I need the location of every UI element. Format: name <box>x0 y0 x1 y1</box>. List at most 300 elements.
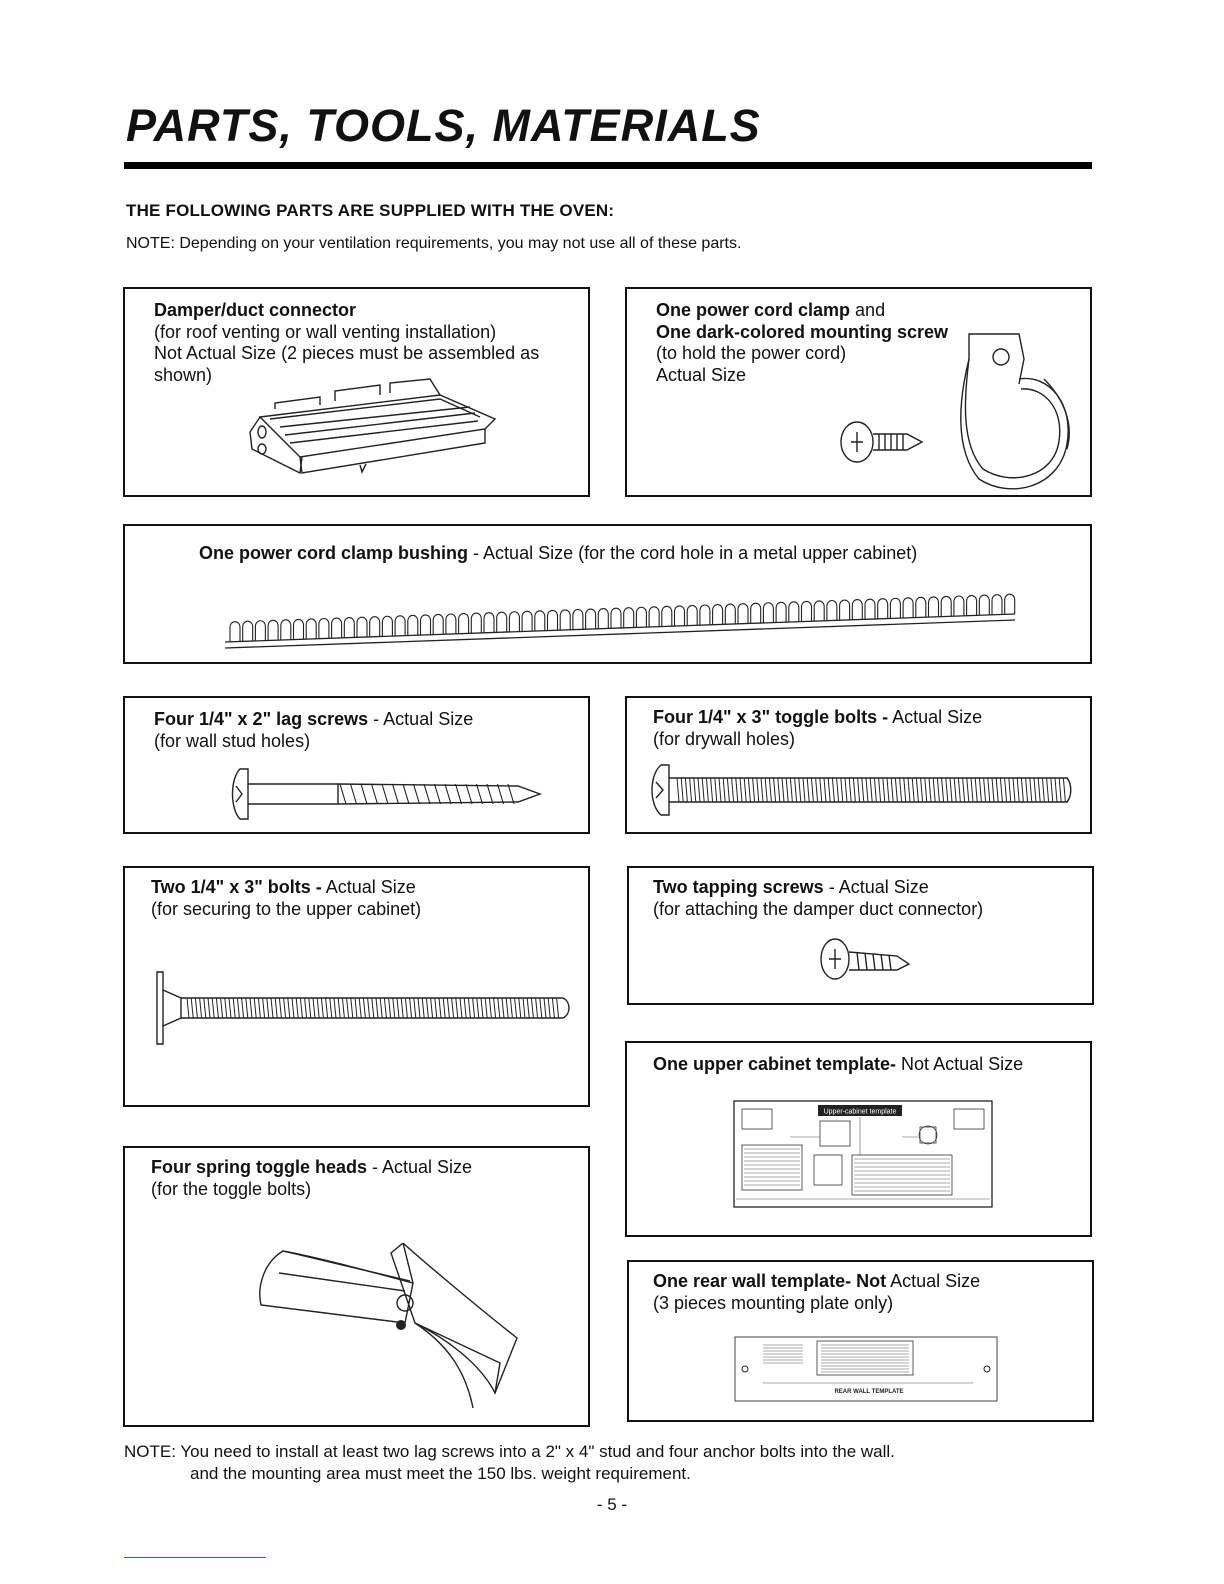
illustration-stroke <box>397 998 399 1018</box>
illustration-stroke <box>685 778 687 802</box>
illustration-stroke <box>195 998 197 1018</box>
illustration-stroke <box>510 998 512 1018</box>
part-desc: Actual Size <box>886 1271 981 1291</box>
illustration-stroke <box>540 998 542 1018</box>
illustration-stroke <box>494 998 496 1018</box>
illustration-stroke <box>384 998 386 1018</box>
illustration-stroke <box>870 778 872 802</box>
part-name: Two tapping screws <box>653 877 824 897</box>
part-connector: and <box>850 300 886 320</box>
illustration-stroke <box>447 998 449 1018</box>
illustration-stroke <box>344 618 354 638</box>
illustration-stroke <box>230 622 240 642</box>
illustration-stroke <box>891 778 893 802</box>
illustration-stroke <box>477 998 479 1018</box>
part-desc: (for roof venting or wall venting installation) <box>154 321 497 342</box>
illustration-stroke <box>422 998 424 1018</box>
part-desc: (3 pieces mounting plate only) <box>653 1292 894 1313</box>
part-box-bushing <box>123 524 1092 664</box>
illustration-stroke <box>738 604 748 624</box>
illustration-stroke <box>275 998 277 1018</box>
illustration-stroke <box>292 998 294 1018</box>
illustration-stroke <box>1009 778 1011 802</box>
illustration-stroke <box>200 998 202 1018</box>
illustration-stroke <box>459 614 469 634</box>
illustration-stroke <box>408 615 418 635</box>
illustration-stroke <box>376 998 378 1018</box>
part-name: Four 1/4" x 2" lag screws <box>154 709 369 729</box>
illustration-stroke <box>414 784 420 804</box>
illustration-stroke <box>357 617 367 637</box>
illustration-stroke <box>258 998 260 1018</box>
illustration-stroke <box>531 998 533 1018</box>
footer-line <box>124 1557 266 1558</box>
illustration-stroke <box>954 778 956 802</box>
illustration-stroke <box>216 998 218 1018</box>
illustration-stroke <box>380 998 382 1018</box>
illustration-stroke <box>895 778 897 802</box>
illustration-stroke <box>309 998 311 1018</box>
illustration-stroke <box>484 613 494 633</box>
illustration-stroke <box>389 998 391 1018</box>
illustration-stroke <box>732 778 734 802</box>
illustration-stroke <box>984 778 986 802</box>
illustration-stroke <box>405 998 407 1018</box>
toggle-bolt-illustration <box>647 760 1077 820</box>
illustration-stroke <box>598 609 608 629</box>
illustration-stroke <box>975 778 977 802</box>
illustration-stroke <box>497 612 507 632</box>
illustration-stroke <box>933 778 935 802</box>
illustration-stroke <box>971 778 973 802</box>
illustration-stroke <box>527 998 529 1018</box>
mounting-screw-illustration <box>837 417 927 467</box>
lag-screw-illustration <box>228 764 548 824</box>
illustration-stroke <box>313 998 315 1018</box>
illustration-stroke <box>1030 778 1032 802</box>
part-box-rear-template <box>627 1260 1094 1422</box>
illustration-stroke <box>1059 778 1061 802</box>
illustration-stroke <box>473 998 475 1018</box>
illustration-stroke <box>468 998 470 1018</box>
illustration-stroke <box>418 998 420 1018</box>
illustration-stroke <box>544 998 546 1018</box>
part-desc: (for securing to the upper cabinet) <box>151 898 422 919</box>
illustration-stroke <box>942 778 944 802</box>
illustration-stroke <box>763 603 773 623</box>
damper-illustration <box>240 377 500 482</box>
part-name: Two 1/4" x 3" bolts - <box>151 877 322 897</box>
illustration-stroke <box>811 778 813 802</box>
illustration-stroke <box>548 610 558 630</box>
illustration-stroke <box>774 778 776 802</box>
illustration-stroke <box>284 998 286 1018</box>
illustration-stroke <box>1034 778 1036 802</box>
illustration-stroke <box>946 778 948 802</box>
illustration-stroke <box>359 998 361 1018</box>
illustration-stroke <box>1063 778 1065 802</box>
illustration-stroke <box>782 778 784 802</box>
illustration-stroke <box>967 778 969 802</box>
illustration-stroke <box>837 778 839 802</box>
illustration-stroke <box>477 784 483 804</box>
illustration-stroke <box>814 601 824 621</box>
part-name: Four 1/4" x 3" toggle bolts - <box>653 707 889 727</box>
illustration-stroke <box>471 613 481 633</box>
illustration-stroke <box>786 778 788 802</box>
illustration-stroke <box>715 778 717 802</box>
illustration-stroke <box>649 607 659 627</box>
illustration-stroke <box>802 601 812 621</box>
illustration-stroke <box>522 611 532 631</box>
illustration-stroke <box>807 778 809 802</box>
illustration-stroke <box>795 778 797 802</box>
section-subheading: THE FOLLOWING PARTS ARE SUPPLIED WITH THE OVEN: <box>126 201 615 220</box>
illustration-stroke <box>908 778 910 802</box>
illustration-stroke <box>753 778 755 802</box>
cabinet-template-label: Upper-cabinet template <box>823 1108 897 1116</box>
illustration-stroke <box>330 998 332 1018</box>
part-desc: shown) <box>154 364 213 385</box>
part-name: One power cord clamp bushing <box>199 543 469 563</box>
illustration-stroke <box>246 998 248 1018</box>
illustration-stroke <box>279 998 281 1018</box>
part-desc: Actual Size <box>888 707 983 727</box>
illustration-stroke <box>1038 778 1040 802</box>
part-name: One upper cabinet template- <box>653 1054 897 1074</box>
part-desc: (for drywall holes) <box>653 728 796 749</box>
page-title: PARTS, TOOLS, MATERIALS <box>126 100 761 151</box>
illustration-stroke <box>368 998 370 1018</box>
illustration-stroke <box>879 778 881 802</box>
illustration-stroke <box>702 778 704 802</box>
part-desc: - Actual Size <box>368 709 474 729</box>
illustration-stroke <box>414 998 416 1018</box>
illustration-stroke <box>929 597 939 617</box>
illustration-stroke <box>395 616 405 636</box>
illustration-stroke <box>443 998 445 1018</box>
illustration-stroke <box>736 778 738 802</box>
illustration-stroke <box>456 998 458 1018</box>
illustration-stroke <box>713 605 723 625</box>
illustration-stroke <box>979 778 981 802</box>
illustration-stroke <box>929 778 931 802</box>
illustration-stroke <box>988 778 990 802</box>
illustration-stroke <box>866 778 868 802</box>
illustration-stroke <box>382 616 392 636</box>
tapping-screw-illustration <box>817 934 917 989</box>
illustration-stroke <box>212 998 214 1018</box>
illustration-stroke <box>958 778 960 802</box>
illustration-stroke <box>789 602 799 622</box>
illustration-stroke <box>778 778 780 802</box>
illustration-stroke <box>481 998 483 1018</box>
illustration-stroke <box>317 998 319 1018</box>
part-desc: Not Actual Size <box>896 1054 1024 1074</box>
illustration-stroke <box>281 620 291 640</box>
illustration-stroke <box>700 605 710 625</box>
illustration-stroke <box>370 617 380 637</box>
illustration-stroke <box>433 614 443 634</box>
illustration-stroke <box>723 778 725 802</box>
illustration-stroke <box>874 778 876 802</box>
illustration-stroke <box>340 784 346 804</box>
illustration-stroke <box>560 610 570 630</box>
illustration-stroke <box>254 998 256 1018</box>
illustration-stroke <box>862 778 864 802</box>
illustration-stroke <box>502 998 504 1018</box>
illustration-stroke <box>878 599 888 619</box>
part-box-spring-heads <box>123 1146 590 1427</box>
illustration-stroke <box>535 611 545 631</box>
illustration-stroke <box>187 998 189 1018</box>
illustration-stroke <box>883 778 885 802</box>
illustration-stroke <box>410 998 412 1018</box>
illustration-stroke <box>435 784 441 804</box>
illustration-stroke <box>221 998 223 1018</box>
illustration-stroke <box>523 998 525 1018</box>
illustration-stroke <box>464 998 466 1018</box>
illustration-stroke <box>401 998 403 1018</box>
illustration-stroke <box>489 998 491 1018</box>
illustration-stroke <box>687 605 697 625</box>
rear-template-illustration <box>733 1335 999 1403</box>
illustration-stroke <box>849 778 851 802</box>
illustration-stroke <box>744 778 746 802</box>
note-top: NOTE: Depending on your ventilation requirements, you may not use all of these parts. <box>126 235 742 252</box>
illustration-stroke <box>552 998 554 1018</box>
illustration-stroke <box>751 603 761 623</box>
illustration-stroke <box>456 784 462 804</box>
illustration-stroke <box>288 998 290 1018</box>
illustration-stroke <box>263 998 265 1018</box>
illustration-stroke <box>1047 778 1049 802</box>
part-desc: Not Actual Size (2 pieces must be assembled as <box>154 343 540 363</box>
illustration-stroke <box>355 998 357 1018</box>
illustration-stroke <box>904 778 906 802</box>
bushing-illustration <box>220 582 1020 652</box>
illustration-stroke <box>950 778 952 802</box>
illustration-stroke <box>790 778 792 802</box>
illustration-stroke <box>452 998 454 1018</box>
illustration-stroke <box>519 998 521 1018</box>
illustration-stroke <box>725 604 735 624</box>
spring-toggle-illustration <box>255 1243 535 1413</box>
illustration-stroke <box>361 784 367 804</box>
illustration-stroke <box>748 778 750 802</box>
rear-template-label: REAR WALL TEMPLATE <box>834 1389 904 1395</box>
illustration-stroke <box>912 778 914 802</box>
illustration-stroke <box>841 778 843 802</box>
part-box-lag-screws <box>123 696 590 834</box>
illustration-stroke <box>466 784 472 804</box>
part-desc: Actual Size <box>321 877 416 897</box>
illustration-stroke <box>393 784 399 804</box>
illustration-stroke <box>694 778 696 802</box>
illustration-stroke <box>305 998 307 1018</box>
part-desc: - Actual Size (for the cord hole in a metal upper cabinet) <box>468 543 918 563</box>
bolt-illustration <box>153 968 583 1048</box>
illustration-stroke <box>509 612 519 632</box>
illustration-stroke <box>243 621 253 641</box>
illustration-stroke <box>498 784 504 804</box>
illustration-stroke <box>342 998 344 1018</box>
part-desc: Actual Size <box>656 364 747 385</box>
part-desc: (for attaching the damper duct connector) <box>653 898 984 919</box>
part-box-cabinet-template <box>625 1041 1092 1237</box>
illustration-stroke <box>711 778 713 802</box>
illustration-stroke <box>382 784 388 804</box>
illustration-stroke <box>267 998 269 1018</box>
illustration-stroke <box>925 778 927 802</box>
illustration-stroke <box>487 784 493 804</box>
illustration-stroke <box>255 621 265 641</box>
illustration-stroke <box>937 778 939 802</box>
illustration-stroke <box>677 778 679 802</box>
illustration-stroke <box>1026 778 1028 802</box>
note-bottom-line1: NOTE: You need to install at least two lag screws into a 2" x 4" stud and four anchor bolts into the wall. <box>124 1442 895 1461</box>
illustration-stroke <box>300 998 302 1018</box>
illustration-stroke <box>611 608 621 628</box>
illustration-stroke <box>319 618 329 638</box>
cord-clamp-illustration <box>949 329 1094 494</box>
illustration-stroke <box>706 778 708 802</box>
illustration-stroke <box>1013 778 1015 802</box>
part-desc: (to hold the power cord) <box>656 343 847 363</box>
illustration-stroke <box>845 778 847 802</box>
illustration-stroke <box>294 619 304 639</box>
note-bottom-line2: and the mounting area must meet the 150 lbs. weight requirement. <box>190 1464 691 1483</box>
illustration-stroke <box>421 615 431 635</box>
illustration-stroke <box>393 998 395 1018</box>
illustration-stroke <box>900 778 902 802</box>
illustration-stroke <box>338 998 340 1018</box>
illustration-stroke <box>636 607 646 627</box>
illustration-stroke <box>1005 778 1007 802</box>
illustration-stroke <box>191 998 193 1018</box>
illustration-stroke <box>435 998 437 1018</box>
illustration-stroke <box>1042 778 1044 802</box>
illustration-stroke <box>803 778 805 802</box>
part-name: One power cord clamp <box>656 300 851 320</box>
illustration-stroke <box>865 599 875 619</box>
illustration-stroke <box>719 778 721 802</box>
illustration-stroke <box>351 784 357 804</box>
illustration-stroke <box>208 998 210 1018</box>
illustration-stroke <box>740 778 742 802</box>
illustration-stroke <box>372 784 378 804</box>
illustration-stroke <box>306 619 316 639</box>
illustration-stroke <box>769 778 771 802</box>
illustration-stroke <box>225 998 227 1018</box>
illustration-stroke <box>992 595 1002 615</box>
illustration-stroke <box>229 998 231 1018</box>
illustration-stroke <box>816 778 818 802</box>
illustration-stroke <box>890 598 900 618</box>
part-desc: (for the toggle bolts) <box>151 1178 312 1199</box>
part-box-damper <box>123 287 590 497</box>
illustration-stroke <box>761 778 763 802</box>
illustration-stroke <box>963 778 965 802</box>
illustration-stroke <box>727 778 729 802</box>
illustration-stroke <box>508 784 514 804</box>
part-name: One dark-colored mounting screw <box>656 321 949 342</box>
illustration-stroke <box>485 998 487 1018</box>
part-name: One rear wall template- Not <box>653 1271 887 1291</box>
illustration-stroke <box>548 998 550 1018</box>
illustration-stroke <box>536 998 538 1018</box>
illustration-stroke <box>351 998 353 1018</box>
illustration-stroke <box>1017 778 1019 802</box>
page-number: - 5 - <box>596 1495 628 1514</box>
illustration-stroke <box>250 998 252 1018</box>
illustration-stroke <box>1021 778 1023 802</box>
illustration-stroke <box>824 778 826 802</box>
illustration-stroke <box>967 596 977 616</box>
illustration-stroke <box>832 778 834 802</box>
illustration-stroke <box>242 998 244 1018</box>
illustration-stroke <box>757 778 759 802</box>
part-box-toggle-bolts <box>625 696 1092 834</box>
illustration-stroke <box>799 778 801 802</box>
illustration-stroke <box>921 778 923 802</box>
illustration-stroke <box>326 998 328 1018</box>
title-rule <box>124 162 1092 169</box>
illustration-stroke <box>675 606 685 626</box>
illustration-stroke <box>624 608 634 628</box>
illustration-stroke <box>916 778 918 802</box>
illustration-stroke <box>271 998 273 1018</box>
illustration-stroke <box>776 602 786 622</box>
cabinet-template-illustration <box>730 1097 996 1211</box>
illustration-stroke <box>334 998 336 1018</box>
illustration-stroke <box>268 620 278 640</box>
illustration-stroke <box>557 998 559 1018</box>
part-name: Four spring toggle heads <box>151 1157 368 1177</box>
part-name: Damper/duct connector <box>154 300 357 320</box>
illustration-stroke <box>372 998 374 1018</box>
illustration-stroke <box>1005 594 1015 614</box>
illustration-stroke <box>321 998 323 1018</box>
illustration-stroke <box>296 998 298 1018</box>
part-box-bolts <box>123 866 590 1107</box>
illustration-stroke <box>1055 778 1057 802</box>
illustration-stroke <box>765 778 767 802</box>
part-box-tapping-screws <box>627 866 1094 1005</box>
illustration-stroke <box>1051 778 1053 802</box>
illustration-stroke <box>332 618 342 638</box>
illustration-stroke <box>515 998 517 1018</box>
illustration-stroke <box>903 598 913 618</box>
illustration-stroke <box>424 784 430 804</box>
note-bottom <box>124 1441 895 1485</box>
illustration-stroke <box>445 784 451 804</box>
illustration-stroke <box>992 778 994 802</box>
illustration-stroke <box>681 778 683 802</box>
illustration-stroke <box>460 998 462 1018</box>
illustration-stroke <box>852 600 862 620</box>
illustration-stroke <box>690 778 692 802</box>
illustration-stroke <box>954 596 964 616</box>
illustration-stroke <box>204 998 206 1018</box>
illustration-stroke <box>363 998 365 1018</box>
illustration-stroke <box>698 778 700 802</box>
illustration-stroke <box>820 778 822 802</box>
part-desc: - Actual Size <box>823 877 929 897</box>
illustration-stroke <box>916 597 926 617</box>
illustration-stroke <box>237 998 239 1018</box>
part-desc: (for wall stud holes) <box>154 730 311 751</box>
